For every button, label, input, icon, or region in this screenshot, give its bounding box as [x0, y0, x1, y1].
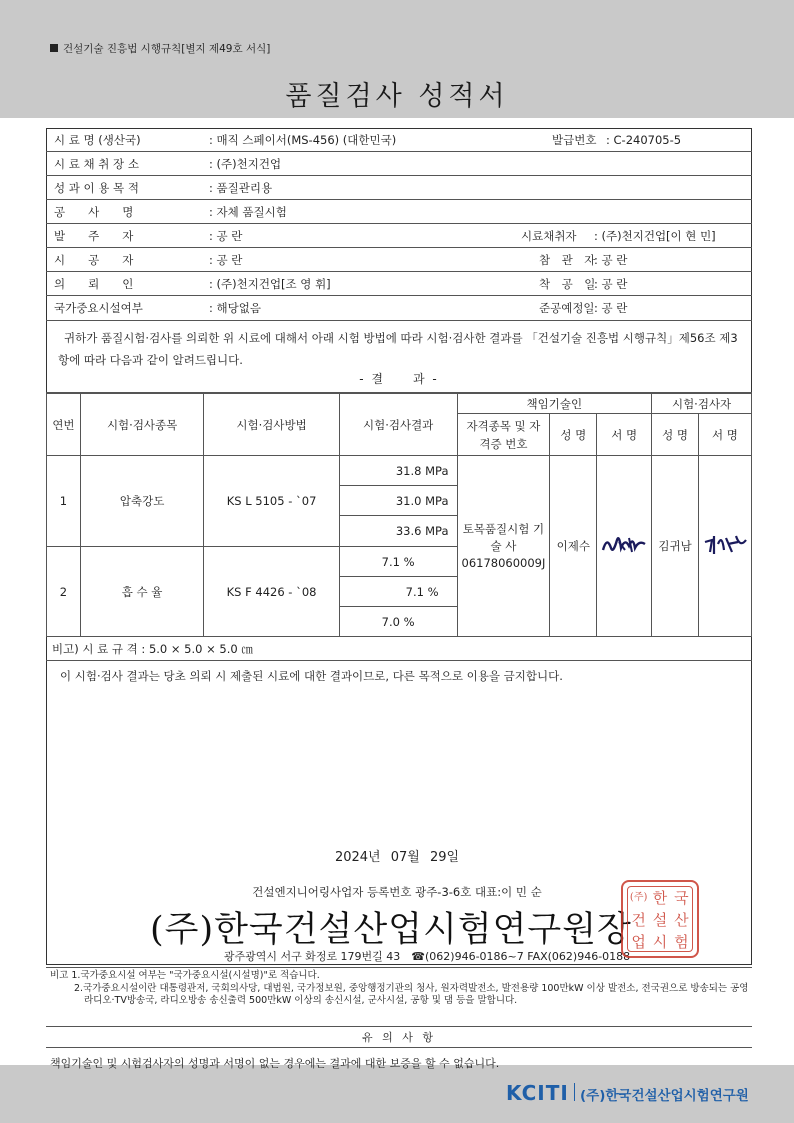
- seal-char: 시: [652, 933, 668, 951]
- start-date-label: 착 공 일: [539, 277, 596, 291]
- seal-char: 설: [652, 911, 668, 929]
- completion-value: : 공 란: [594, 301, 628, 315]
- completion-label: 준공예정일: [539, 301, 595, 315]
- caution-heading: 유 의 사 항: [46, 1026, 752, 1048]
- footnotes: [46, 967, 752, 1008]
- row-requester: [46, 272, 752, 296]
- header-item: 시험·검사종목: [80, 394, 203, 456]
- brand-name: (주)한국건설산업시험연구원: [580, 1088, 749, 1104]
- usage-restriction: 이 시험·검사 결과는 당초 의뢰 시 제출된 시료에 대한 결과이므로, 다른 목적으로 이용을 금지합니다.: [60, 669, 563, 683]
- row-sampling-place: [46, 152, 752, 176]
- seal-char: 산: [674, 911, 689, 929]
- row-2-method: KS F 4426 - `08: [204, 547, 339, 637]
- requester-label: 의 뢰 인: [54, 277, 134, 291]
- seal-char: 건: [631, 911, 646, 929]
- tester-name: 김귀남: [652, 456, 699, 637]
- sample-name-label: 시 료 명 (생산국): [54, 133, 141, 147]
- row-2-item: 흡 수 율: [80, 547, 203, 637]
- tester-signature-mark: [702, 530, 748, 560]
- engineer-signature-mark: [599, 530, 649, 560]
- row-2-result-2: 7.1 %: [339, 577, 457, 607]
- tester-signature: [698, 456, 751, 637]
- engineer-name: 이제수: [550, 456, 597, 637]
- result-title: - 결 과 -: [359, 372, 439, 386]
- start-date-value: : 공 란: [594, 277, 628, 291]
- registration-line: 건설엔지니어링사업자 등록번호 광주-3-6호 대표:이 민 순: [252, 885, 542, 899]
- kciti-logo: KCITI: [506, 1081, 569, 1105]
- header-result: 시험·검사결과: [339, 394, 457, 456]
- contractor-value: : 공 란: [209, 253, 243, 267]
- header-method: 시험·검사방법: [204, 394, 339, 456]
- witness-label: 참 관 자: [539, 253, 596, 267]
- national-facility-label: 국가중요시설여부: [54, 301, 143, 315]
- table-row: [47, 456, 752, 486]
- logo-divider: [574, 1083, 575, 1101]
- row-1-result-2: 31.0 MPa: [339, 486, 457, 516]
- header-row-1: [47, 394, 752, 414]
- row-1-result-1: 31.8 MPa: [339, 456, 457, 486]
- sampling-place-label: 시 료 채 취 장 소: [54, 157, 139, 171]
- organization-name: (주)한국건설산업시험연구원장: [150, 910, 632, 950]
- seal-char: 험: [674, 933, 689, 951]
- official-seal: [621, 880, 699, 958]
- caution-text: 책임기술인 및 시험검사자의 성명과 서명이 없는 경우에는 결과에 대한 보증을 할 수 없습니다.: [50, 1057, 500, 1070]
- footnote-2: 2.국가중요시설이란 대통령관저, 국회의사당, 대법원, 국가정보원, 중앙행정기관의 청사, 원자력발전소, 발전용량 100만kW 이상 발전소, 전국권으로 방송되는 공영 라디오·TV방송국, 라디오방송 송신출력 500만kW 이상의 송신시설, 군사시설, 공항 및 댐 등을 말합니다.: [74, 982, 749, 1006]
- square-bullet-icon: [50, 44, 58, 52]
- sampler-label: 시료채취자: [521, 229, 577, 243]
- row-2-result-1: 7.1 %: [339, 547, 457, 577]
- national-facility-value: : 해당없음: [209, 301, 261, 315]
- header-no: 연번: [47, 394, 81, 456]
- address-line: 광주광역시 서구 화정로 179번길 43 ☎(062)946-0186~7 FAX(062)946-0188: [223, 950, 631, 963]
- notice-section: [46, 321, 752, 393]
- row-1-no: 1: [47, 456, 81, 547]
- header-engineer-sign: 서 명: [597, 414, 652, 456]
- row-project: [46, 200, 752, 224]
- issue-no-value: : C-240705-5: [606, 133, 682, 147]
- form-reference: [50, 41, 270, 56]
- project-label: 공 사 명: [54, 205, 134, 219]
- client-label: 발 주 자: [54, 229, 134, 243]
- purpose-value: : 품질관리용: [209, 181, 273, 195]
- header-license: 자격종목 및 자격증 번호: [457, 414, 550, 456]
- header-engineer-name: 성 명: [550, 414, 597, 456]
- seal-char: 업: [631, 933, 646, 951]
- row-contractor: [46, 248, 752, 272]
- sample-spec: 비고) 시 료 규 격 : 5.0 × 5.0 × 5.0 ㎝: [52, 642, 253, 656]
- header-tester-name: 성 명: [652, 414, 699, 456]
- engineer-license: 토목품질시험 기 술 사 06178060009J: [457, 456, 550, 637]
- engineer-signature: [597, 456, 652, 637]
- requester-value: : (주)천지건업[조 영 휘]: [209, 277, 331, 291]
- row-1-method: KS L 5105 - `07: [204, 456, 339, 547]
- client-value: : 공 란: [209, 229, 243, 243]
- header-engineer: 책임기술인: [457, 394, 652, 414]
- row-client: [46, 224, 752, 248]
- purpose-label: 성 과 이 용 목 적: [54, 181, 139, 195]
- witness-value: : 공 란: [594, 253, 628, 267]
- document-title: 품질검사 성적서: [285, 81, 509, 112]
- issue-no-label: 발급번호: [552, 133, 597, 147]
- row-2-no: 2: [47, 547, 81, 637]
- header-tester-sign: 서 명: [698, 414, 751, 456]
- form-reference-text: 건설기술 진흥법 시행규칙[별지 제49호 서식]: [63, 43, 271, 55]
- divider: [46, 660, 752, 661]
- seal-char: 한: [652, 889, 668, 907]
- row-national-facility: [46, 296, 752, 321]
- seal-char: 국: [674, 889, 689, 907]
- row-1-result-3: 33.6 MPa: [339, 516, 457, 547]
- project-value: : 자체 품질시험: [209, 205, 287, 219]
- row-1-item: 압축강도: [80, 456, 203, 547]
- row-sample-name: [46, 128, 752, 152]
- footnote-1: 비고 1.국가중요시설 여부는 "국가중요시설(시설명)"로 적습니다.: [50, 970, 320, 981]
- sampler-value: : (주)천지건업[이 현 민]: [594, 229, 716, 243]
- issue-date: 2024년 07월 29일: [334, 850, 460, 865]
- results-table: [46, 393, 752, 637]
- sample-name-value: : 매직 스페이서(MS-456) (대한민국): [209, 133, 397, 147]
- seal-inner: [627, 886, 693, 952]
- row-purpose: [46, 176, 752, 200]
- seal-char: (주): [629, 892, 648, 903]
- header-tester: 시험·검사자: [652, 394, 752, 414]
- notice-text: 귀하가 품질시험·검사를 의뢰한 위 시료에 대해서 아래 시험 방법에 따라 시험·검사한 결과를 「건설기술 진흥법 시행규칙」제56조 제3항에 따라 다음과 같이 알려드립니다.: [58, 331, 738, 367]
- row-2-result-3: 7.0 %: [339, 607, 457, 637]
- sampling-place-value: : (주)천지건업: [209, 157, 282, 171]
- contractor-label: 시 공 자: [54, 253, 134, 267]
